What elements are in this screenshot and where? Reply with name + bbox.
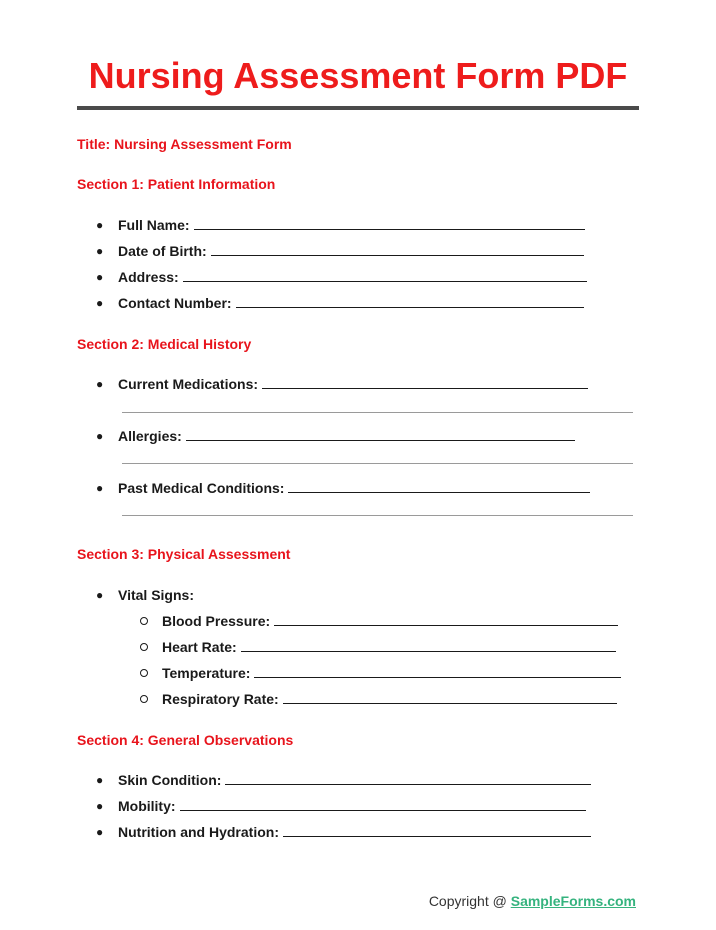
allergies-label: Allergies: xyxy=(118,428,182,444)
form-title: Title: Nursing Assessment Form xyxy=(77,136,292,152)
address-label: Address: xyxy=(118,269,179,285)
mobility-field[interactable] xyxy=(118,797,586,815)
current-medications-blank[interactable] xyxy=(262,376,588,389)
full-name-label: Full Name: xyxy=(118,217,190,233)
heart-rate-field[interactable] xyxy=(162,638,616,656)
allergies-extra-line[interactable] xyxy=(122,463,633,464)
blood-pressure-blank[interactable] xyxy=(274,613,618,626)
brand-link[interactable]: SampleForms.com xyxy=(510,893,636,909)
nutrition-hydration-blank[interactable] xyxy=(283,824,591,837)
bullet-icon: ● xyxy=(96,429,104,443)
address-blank[interactable] xyxy=(183,269,587,282)
heart-rate-blank[interactable] xyxy=(241,639,616,652)
current-medications-field[interactable] xyxy=(118,375,588,393)
respiratory-rate-blank[interactable] xyxy=(283,691,617,704)
past-medical-conditions-label: Past Medical Conditions: xyxy=(118,480,285,496)
respiratory-rate-field[interactable] xyxy=(162,690,617,708)
past-medical-conditions-extra-line[interactable] xyxy=(122,515,633,516)
section-4-heading: Section 4: General Observations xyxy=(77,732,294,748)
address-field[interactable] xyxy=(118,268,587,286)
page-title: Nursing Assessment Form PDF xyxy=(88,55,628,96)
bullet-icon: ● xyxy=(96,218,104,232)
title-divider xyxy=(77,106,639,110)
allergies-field[interactable] xyxy=(118,427,575,445)
date-of-birth-blank[interactable] xyxy=(211,243,584,256)
full-name-field[interactable] xyxy=(118,216,585,234)
full-name-blank[interactable] xyxy=(194,217,585,230)
skin-condition-blank[interactable] xyxy=(225,772,591,785)
bullet-icon: ● xyxy=(96,296,104,310)
bullet-icon: ● xyxy=(96,588,104,602)
bullet-icon: ● xyxy=(96,825,104,839)
section-2-heading: Section 2: Medical History xyxy=(77,336,252,352)
skin-condition-label: Skin Condition: xyxy=(118,772,222,788)
circle-bullet-icon xyxy=(140,612,150,622)
bullet-icon: ● xyxy=(96,799,104,813)
heart-rate-label: Heart Rate: xyxy=(162,639,237,655)
date-of-birth-label: Date of Birth: xyxy=(118,243,207,259)
skin-condition-field[interactable] xyxy=(118,771,591,789)
contact-number-field[interactable] xyxy=(118,294,584,312)
current-medications-label: Current Medications: xyxy=(118,376,259,392)
temperature-label: Temperature: xyxy=(162,665,251,681)
circle-bullet-icon xyxy=(140,690,150,700)
bullet-icon: ● xyxy=(96,377,104,391)
past-medical-conditions-blank[interactable] xyxy=(288,480,590,493)
nutrition-hydration-field[interactable] xyxy=(118,823,591,841)
mobility-blank[interactable] xyxy=(180,798,586,811)
respiratory-rate-label: Respiratory Rate: xyxy=(162,691,279,707)
vital-signs-label: Vital Signs: xyxy=(118,587,194,603)
current-medications-extra-line[interactable] xyxy=(122,412,633,413)
contact-number-label: Contact Number: xyxy=(118,295,232,311)
bullet-icon: ● xyxy=(96,481,104,495)
blood-pressure-label: Blood Pressure: xyxy=(162,613,271,629)
allergies-blank[interactable] xyxy=(186,428,575,441)
mobility-label: Mobility: xyxy=(118,798,176,814)
bullet-icon: ● xyxy=(96,773,104,787)
section-1-heading: Section 1: Patient Information xyxy=(77,176,276,192)
temperature-field[interactable] xyxy=(162,664,621,682)
nutrition-hydration-label: Nutrition and Hydration: xyxy=(118,824,279,840)
past-medical-conditions-field[interactable] xyxy=(118,479,590,497)
copyright-prefix: Copyright @ xyxy=(428,893,511,909)
section-3-heading: Section 3: Physical Assessment xyxy=(77,546,291,562)
circle-bullet-icon xyxy=(140,664,150,674)
bullet-icon: ● xyxy=(96,270,104,284)
temperature-blank[interactable] xyxy=(254,665,621,678)
copyright-footer xyxy=(429,892,636,910)
contact-number-blank[interactable] xyxy=(236,295,584,308)
blood-pressure-field[interactable] xyxy=(162,612,618,630)
date-of-birth-field[interactable] xyxy=(118,242,584,260)
bullet-icon: ● xyxy=(96,244,104,258)
circle-bullet-icon xyxy=(140,638,150,648)
